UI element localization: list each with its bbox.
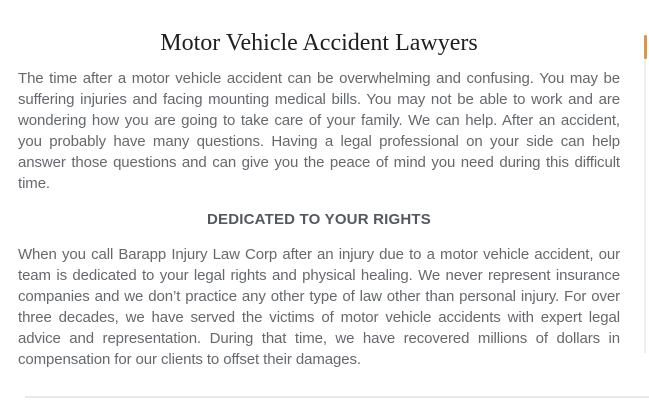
- scrollbar-thumb[interactable]: [644, 35, 647, 59]
- subheading: DEDICATED TO YOUR RIGHTS: [207, 211, 431, 228]
- scrollbar-track[interactable]: [644, 35, 646, 353]
- page-title: Motor Vehicle Accident Lawyers: [160, 30, 478, 56]
- section-divider: [25, 396, 649, 398]
- body-paragraph: When you call Barapp Injury Law Corp after an injury due to a motor vehicle accident, our team is dedicated to your legal rights and physical healing. We never represent insurance companies and we don’t practice any other type of law other than personal injury. For over three decades, we have served the victims of motor vehicle accidents with expert legal advice and representation. During that time, we have recovered millions of dollars in compensation for our clients to offset their damages.: [18, 246, 620, 368]
- intro-paragraph: The time after a motor vehicle accident can be overwhelming and confusing. You may be suffering injuries and facing mounting medical bills. You may not be able to work and are wondering how you are going to take care of your family. We can help. After an accident, you probably have many questions. Having a legal professional on your side can help answer those questions and can give you the peace of mind you need during this difficult time.: [18, 70, 620, 192]
